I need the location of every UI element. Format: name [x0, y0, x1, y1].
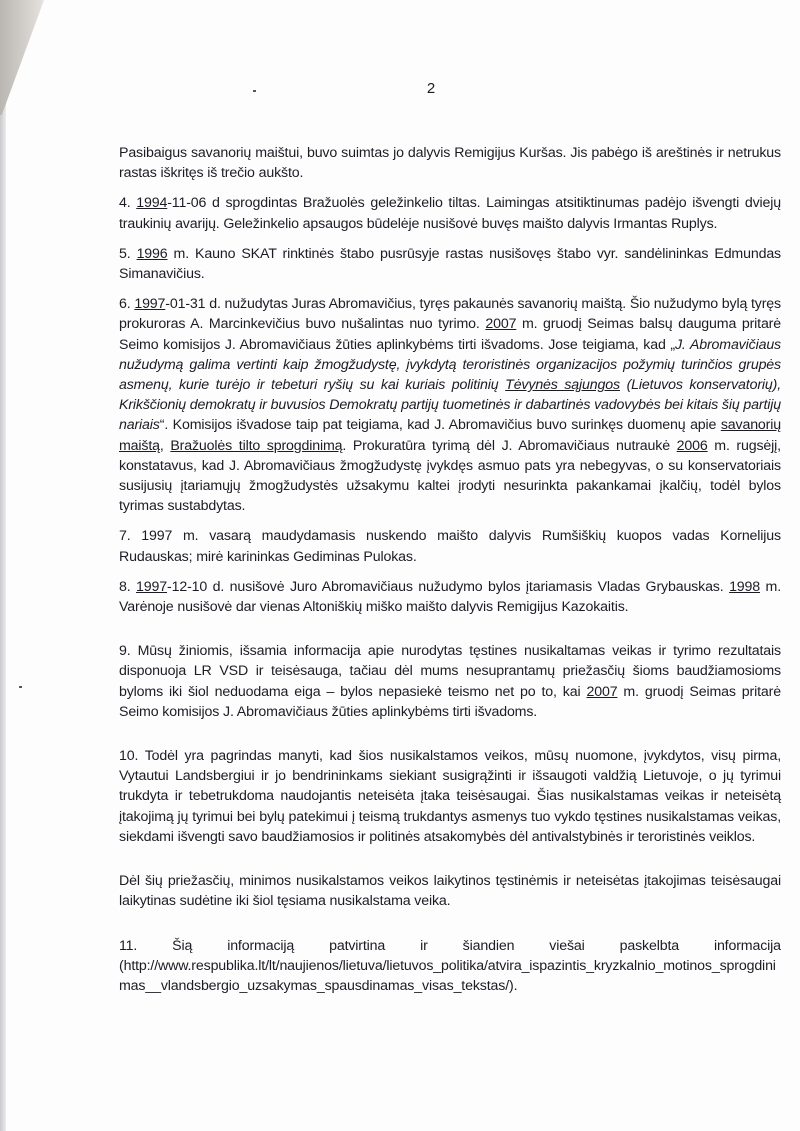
- paragraph-text: ,: [159, 437, 171, 454]
- source-url: (http://www.respublika.lt/lt/naujienos/lietuva/lietuvos_politika/atvira_ispazintis_kryzkalnio_motinos_sprogdinimas__vlandsbergio_uzsakymas_spausdinamas_visas_tekstas/).: [119, 957, 776, 994]
- year-underlined: 2006: [676, 437, 708, 454]
- year-underlined: 1997: [134, 296, 166, 313]
- item-number: 6.: [119, 296, 135, 313]
- quotation-underlined: Tėvynės sąjungos: [505, 377, 620, 394]
- word: informaciją: [227, 937, 295, 954]
- year-underlined: 2007: [586, 683, 618, 700]
- paragraph-text: “. Komisijos išvadose taip pat teigiama, kad J. Abromavičius buvo surinkęs duomenų apie: [159, 417, 721, 434]
- paragraph-11-first-line: [119, 936, 781, 956]
- word: patvirtina: [329, 937, 386, 954]
- paragraph-text: . Prokuratūra tyrimą dėl J. Abromavičiaus nutraukė: [342, 437, 677, 454]
- year-underlined: 2007: [485, 316, 517, 333]
- paragraph-5: [119, 244, 781, 284]
- scan-left-edge: [0, 0, 6, 1131]
- document-body: [119, 143, 781, 1006]
- paragraph-text: m. rugsėjį, konstatavus, kad J. Abromavičiaus žmogžudystę įvykdęs asmuo pats yra nebegyvas, o su konservatoriais susijusių įtariamųjų žmogžudystės užsakymu kaltei įrodyti nesurinkta pakankamai įkalčių, todėl bylos tyrimas sustabdytas.: [119, 437, 781, 515]
- paragraph-7: 7. 1997 m. vasarą maudydamasis nuskendo maišto dalyvis Rumšiškių kuopos vadas Kornelijus Rudauskas; mirė karininkas Gediminas Pulokas.: [119, 528, 781, 565]
- underlined-phrase: savanorių maištą: [119, 417, 781, 454]
- paragraph-intro: Pasibaigus savanorių maištui, buvo suimtas jo dalyvis Remigijus Kuršas. Jis pabėgo iš areštinės ir netrukus rastas iškritęs iš trečio aukšto.: [119, 145, 781, 182]
- paragraph-text: m. Varėnoje nusišovė dar vienas Altoniškių miško maišto dalyvis Remigijus Kazokaitis.: [119, 578, 781, 616]
- scan-folded-corner: [0, 0, 44, 115]
- item-number: 4.: [119, 195, 137, 212]
- paragraph-text: m. gruodį Seimas pritarė Seimo komisijos J. Abromavičiaus žūties aplinkybėms tirti išvadoms.: [119, 683, 781, 720]
- word: 11.: [119, 937, 138, 954]
- year-underlined: 1994: [136, 195, 168, 212]
- paragraph-text: -11-06 d sprogdintas Bražuolės geležinkelio tiltas. Laimingas atsitiktinumas padėjo išvengti dviejų traukinių avarijų. Geležinkelio apsaugos būdelėje nusišovė buvęs maišto dalyvis Irmantas Ruplys.: [119, 195, 782, 232]
- scan-speck: [19, 686, 22, 688]
- paragraph-text: m. Kauno SKAT rinktinės štabo pusrūsyje rastas nusišovęs štabo vyr. sandėlininkas Edmundas Simanavičius.: [119, 245, 782, 283]
- paragraph-10: 10. Todėl yra pagrindas manyti, kad šios nusikalstamos veikos, mūsų nuomone, įvykdytos, visų pirma, Vytautui Landsbergiui ir jo bendrininkams siekiant susigrąžinti ir išsaugoti valdžią Lietuvoje, o jų tyrimui trukdyta ir tebetrukdoma naudojantis neteisėta įtaka teisėsaugai. Šias nusikalstamas veikas ir neteisėtą įtakojimą jų tyrimui bei bylų patekimui į teismą trukdantys asmenys tuo vykdo tęstines nusikalstamas veikas, siekdami išvengti savo baudžiamosios ir politinės atsakomybės dėl antivalstybinės ir teroristinės veiklos.: [119, 748, 781, 845]
- year-underlined: 1998: [729, 578, 761, 595]
- word: ir: [420, 937, 428, 954]
- item-number: 8.: [119, 578, 137, 595]
- year-underlined: 1997: [136, 578, 168, 595]
- paragraph-8: [119, 577, 781, 617]
- word: informacija: [713, 937, 781, 954]
- paragraph-text: -01-31 d. nužudytas Juras Abromavičius, tyręs pakaunės savanorių maištą. Šio nužudymo bylą tyręs prokuroras A. Marcinkevičius buvo nušalintas nuo tyrimo.: [119, 296, 781, 333]
- page-number: 2: [426, 80, 436, 97]
- quotation-italic: (Lietuvos konservatorių), Krikščionių demokratų ir buvusios Demokratų partijų tuometinės ir dabartinės vadovybės bei kitais šių partijų nariais: [119, 377, 782, 434]
- paragraph-text: -12-10 d. nusišovė Juro Abromavičiaus nužudymo bylos įtariamasis Vladas Grybauskas.: [167, 578, 730, 595]
- underlined-phrase: Bražuolės tilto sprogdinimą: [170, 437, 343, 454]
- paragraph-conclusion: Dėl šių priežasčių, minimos nusikalstamos veikos laikytinos tęstinėmis ir neteisėtas įtakojimas teisėsaugai laikytinas sudėtine iki šiol tęsiama nusikalstama veika.: [119, 873, 781, 910]
- paragraph-11: [119, 936, 781, 997]
- paragraph-4: [119, 193, 781, 233]
- paragraph-6: [119, 294, 781, 516]
- quotation-italic: J. Abromavičiaus nužudymą galima vertinti kaip žmogžudystę, įvykdytą teroristinės organizacijos požymių turinčios grupės asmenų, kurie turėjo ir tebeturi ryšių su kai kuriais politinių: [119, 336, 781, 394]
- paragraph-text: 9. Mūsų žiniomis, išsamia informacija apie nurodytas tęstines nusikaltamas veikas ir tyrimo rezultatais disponuoja LR VSD ir teisėsauga, tačiau dėl mums nesuprantamų priežasčių šioms baudžiamosioms byloms iki šiol neduodama eiga – bylos nepasiekė teismo net po to, kai: [119, 643, 781, 700]
- word: paskelbta: [619, 937, 679, 954]
- item-number: 5.: [119, 245, 137, 262]
- paragraph-text: m. gruodį Seimas balsų dauguma pritarė Seimo komisijos J. Abromavičiaus žūties aplinkybėms tirti išvadoms. Jose teigiama, kad „: [119, 316, 782, 353]
- word: šiandien: [462, 937, 515, 954]
- paragraph-9: [119, 641, 781, 722]
- year-underlined: 1996: [136, 245, 168, 262]
- word: Šią: [172, 937, 193, 954]
- word: viešai: [549, 937, 585, 954]
